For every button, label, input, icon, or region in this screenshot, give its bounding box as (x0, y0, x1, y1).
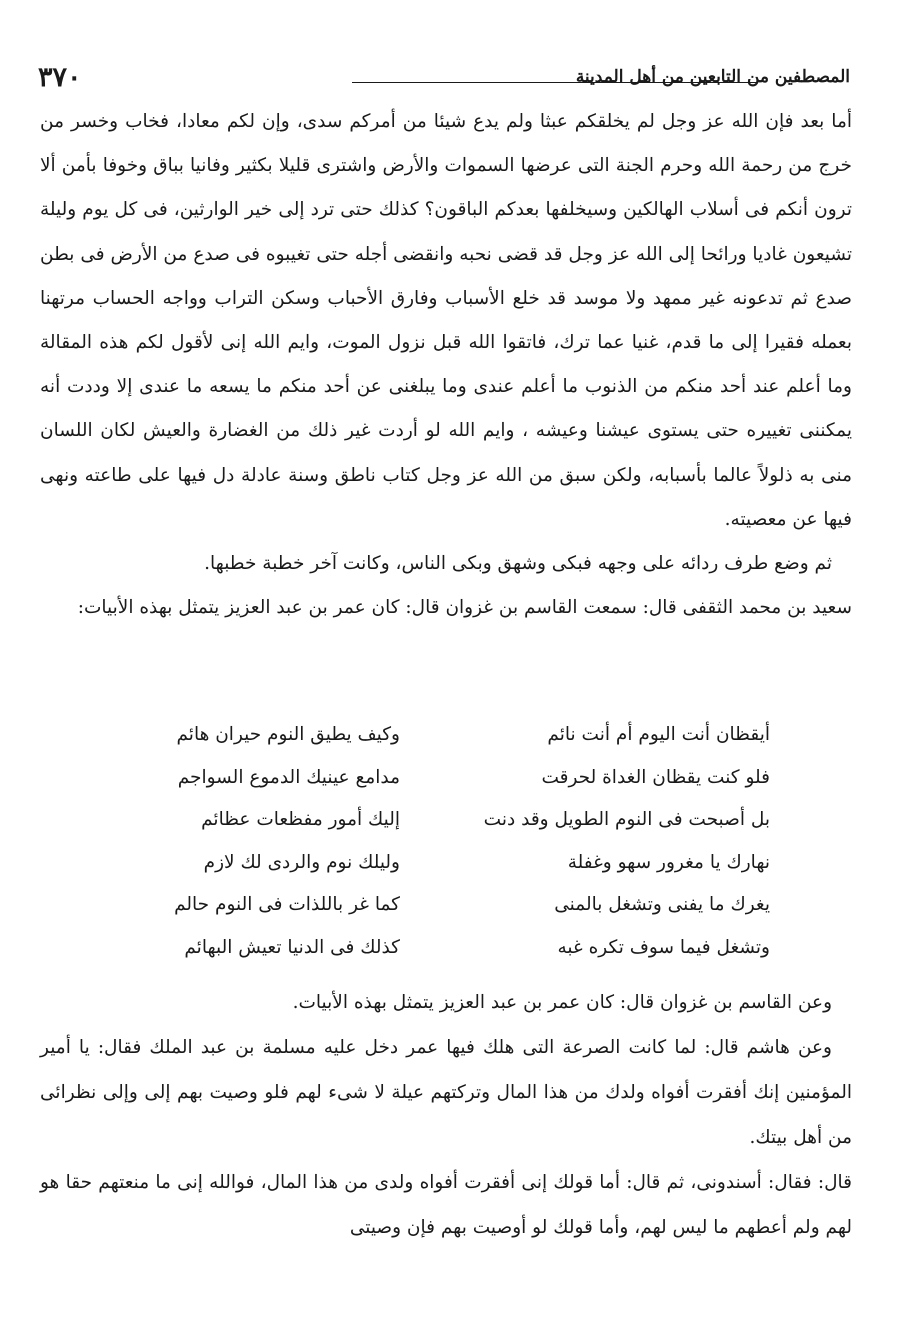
verse-second-half: كما غر باللذات فى النوم حالم (174, 894, 400, 915)
verse-first-half: يغرك ما يفنى وتشغل بالمنى (554, 894, 770, 915)
page-header (38, 60, 850, 94)
paragraph: وعن القاسم بن غزوان قال: كان عمر بن عبد العزيز يتمثل بهذه الأبيات. (292, 992, 832, 1013)
verse-second-half: إليك أمور مفظعات عظائم (201, 809, 400, 830)
poem (100, 714, 770, 969)
verse-second-half: كذلك فى الدنيا تعيش البهائم (184, 936, 400, 958)
verse-first-half: فلو كنت يقظان الغداة لحرقت (541, 766, 770, 788)
paragraph: وعن هاشم قال: لما كانت الصرعة التى هلك فيها عمر دخل عليه مسلمة بن عبد الملك فقال: يا أمير المؤمنين إنك أفقرت أفواه ولدك من هذا المال وتركتهم عيلة لا شىء لهم فلو وصيت بهم إلى وإلى نظرائى من أهل بيتك. (40, 1037, 852, 1148)
verse-second-half: وكيف يطيق النوم حيران هائم (176, 724, 400, 745)
lower-text (40, 980, 852, 1250)
verse-second-half: وليلك نوم والردى لك لازم (203, 851, 400, 873)
paragraph: ثم وضع طرف ردائه على وجهه فبكى وشهق وبكى الناس، وكانت آخر خطبة خطبها. (204, 553, 832, 575)
verse-first-half: نهارك يا مغرور سهو وغفلة (567, 851, 770, 873)
paragraph: قال: فقال: أسندونى، ثم قال: أما قولك إنى أفقرت أفواه ولدى من هذا المال، فوالله إنى ما منعتهم حقا هو لهم ولم أعطهم ما ليس لهم، وأما قولك لو أوصيت بهم فإن وصيتى (40, 1172, 852, 1238)
paragraph: سعيد بن محمد الثقفى قال: سمعت القاسم بن غزوان قال: كان عمر بن عبد العزيز يتمثل بهذه الأبيات: (77, 597, 852, 619)
page-number: ٣٧٠ (38, 61, 82, 93)
verse-first-half: بل أصبحت فى النوم الطويل وقد دنت (483, 809, 770, 830)
verse-first-half: وتشغل فيما سوف تكره غبه (557, 936, 770, 958)
header-rule (352, 82, 758, 83)
verse-first-half: أيقظان أنت اليوم أم أنت نائم (547, 724, 770, 745)
verse-second-half: مدامع عينيك الدموع السواجم (177, 766, 400, 788)
running-title: المصطفين من التابعين من أهل المدينة (575, 66, 850, 87)
main-text (40, 100, 852, 630)
sermon-paragraph: أما بعد فإن الله عز وجل لم يخلقكم عبثا ولم يدع شيئا من أمركم سدى، وإن لكم معادا، فخاب وخسر من خرج من رحمة الله وحرم الجنة التى عرضها السموات والأرض واشترى قليلا بكثير وفانيا بباق وخوفا بأمن ألا ترون أنكم فى أسلاب الهالكين وسيخلفها بعدكم الباقون؟ كذلك حتى ترد إلى خير الوارثين، فى كل يوم وليلة تشيعون غاديا ورائحا إلى الله عز وجل قد قضى نحبه وانقضى أجله حتى تغيبوه فى صدع من الأرض فى بطن صدع ثم تدعونه غير ممهد ولا موسد قد خلع الأسباب وفارق الأحباب وسكن التراب وواجه الحساب مرتهنا بعمله فقيرا إلى ما قدم، غنيا عما ترك، فاتقوا الله قبل نزول الموت، وايم الله إنى لأقول لكم هذه المقالة وما أعلم عند أحد منكم من الذنوب ما أعلم عندى وما يبلغنى عن أحد منكم ما يسعه ما عندى إلا وددت أنه يمكننى تغييره حتى يستوى عيشنا وعيشه ، وايم الله لو أردت غير ذلك من الغضارة والعيش لكان اللسان منى به ذلولاً عالما بأسبابه، ولكن سبق من الله عز وجل كتاب ناطق وسنة عادلة دل فيها على طاعته ونهى فيها عن معصيته. (40, 111, 852, 530)
